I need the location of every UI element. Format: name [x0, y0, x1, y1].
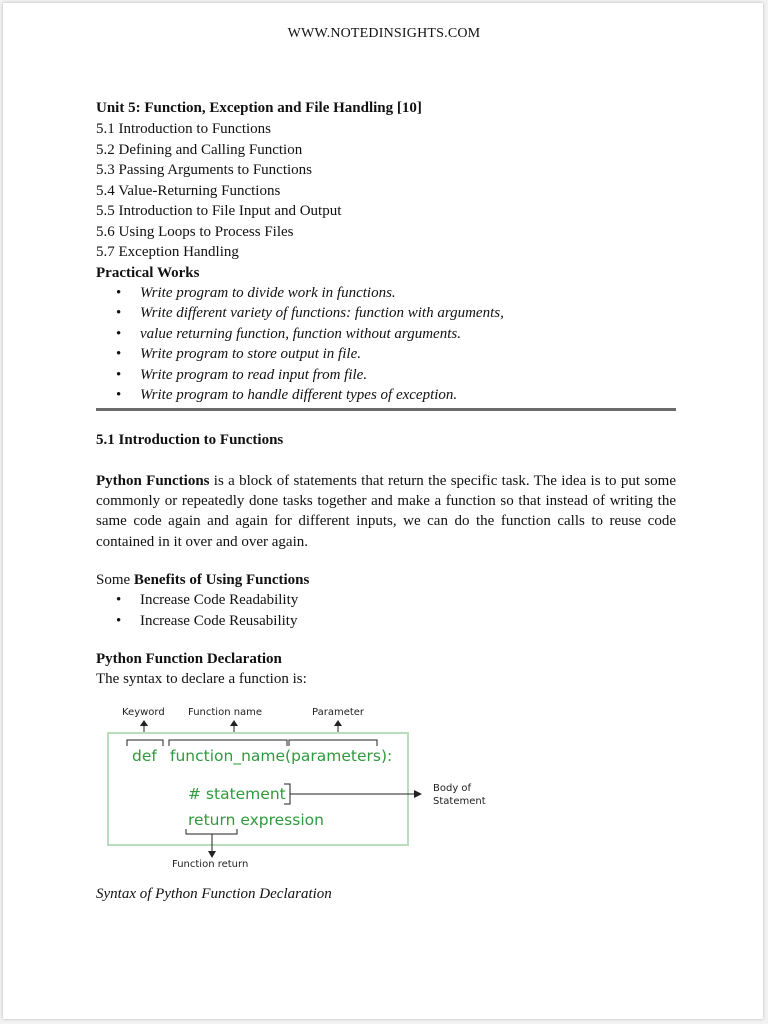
code-def-keyword: def — [132, 747, 157, 765]
code-statement: # statement — [188, 785, 286, 803]
practical-item: • value returning function, function without arguments. — [96, 324, 676, 345]
benefits-prefix: Some — [96, 572, 134, 589]
practical-item: • Write different variety of functions: function with arguments, — [96, 303, 676, 324]
practical-works-title: Practical Works — [96, 264, 200, 281]
benefits-intro — [96, 570, 676, 590]
label-parameter: Parameter — [312, 707, 365, 718]
benefits-list — [96, 590, 676, 631]
toc-item: 5.1 Introduction to Functions — [96, 121, 271, 137]
label-body-statement: Statement — [433, 796, 486, 807]
label-body-of: Body of — [433, 783, 472, 794]
section-divider — [96, 408, 676, 411]
return-arrow-head — [208, 851, 216, 858]
benefits-bold: Benefits of Using Functions — [133, 572, 310, 589]
top-arrows — [140, 720, 342, 733]
code-function-signature: function_name(parameters): — [170, 747, 393, 765]
body-arrow-head — [414, 790, 422, 798]
benefit-item: • Increase Code Reusability — [96, 611, 676, 632]
unit-title: Unit 5: Function, Exception and File Handling [10] — [96, 100, 422, 116]
label-function-name: Function name — [188, 707, 263, 718]
intro-text: is a block of statements that return the specific task. The idea is to put some commonly or repeatedly done tasks together and make a function so that instead of writing the same code again and again for different inputs, we can do the function calls to reuse code contained in it over and over again. — [96, 472, 676, 550]
toc-item: 5.4 Value-Returning Functions — [96, 182, 281, 199]
declaration-heading: Python Function Declaration — [96, 651, 282, 668]
site-header[interactable]: WWW.NOTEDINSIGHTS.COM — [287, 26, 481, 41]
main-content — [96, 98, 676, 689]
practical-item: • Write program to store output in file. — [96, 344, 676, 365]
code-return: return expression — [188, 811, 324, 829]
toc-item: 5.6 Using Loops to Process Files — [96, 223, 294, 240]
figure-caption: Syntax of Python Function Declaration — [96, 886, 332, 902]
function-syntax-diagram — [96, 700, 516, 878]
unit-toc — [96, 119, 676, 263]
toc-item: 5.2 Defining and Calling Function — [96, 141, 303, 158]
label-function-return: Function return — [172, 859, 249, 870]
practical-item: • Write program to read input from file. — [96, 365, 676, 386]
toc-item: 5.7 Exception Handling — [96, 244, 239, 260]
intro-bold-term: Python Functions — [96, 472, 210, 489]
label-keyword: Keyword — [122, 707, 165, 718]
practical-works-list — [96, 283, 676, 406]
toc-item: 5.5 Introduction to File Input and Output — [96, 203, 342, 219]
benefit-item: • Increase Code Readability — [96, 590, 676, 611]
declaration-text: The syntax to declare a function is: — [96, 671, 307, 688]
section-heading: 5.1 Introduction to Functions — [96, 431, 284, 448]
toc-item: 5.3 Passing Arguments to Functions — [96, 162, 312, 178]
practical-item: • Write program to divide work in functions. — [96, 283, 676, 304]
intro-paragraph — [96, 471, 676, 553]
practical-item: • Write program to handle different types of exception. — [96, 385, 676, 406]
